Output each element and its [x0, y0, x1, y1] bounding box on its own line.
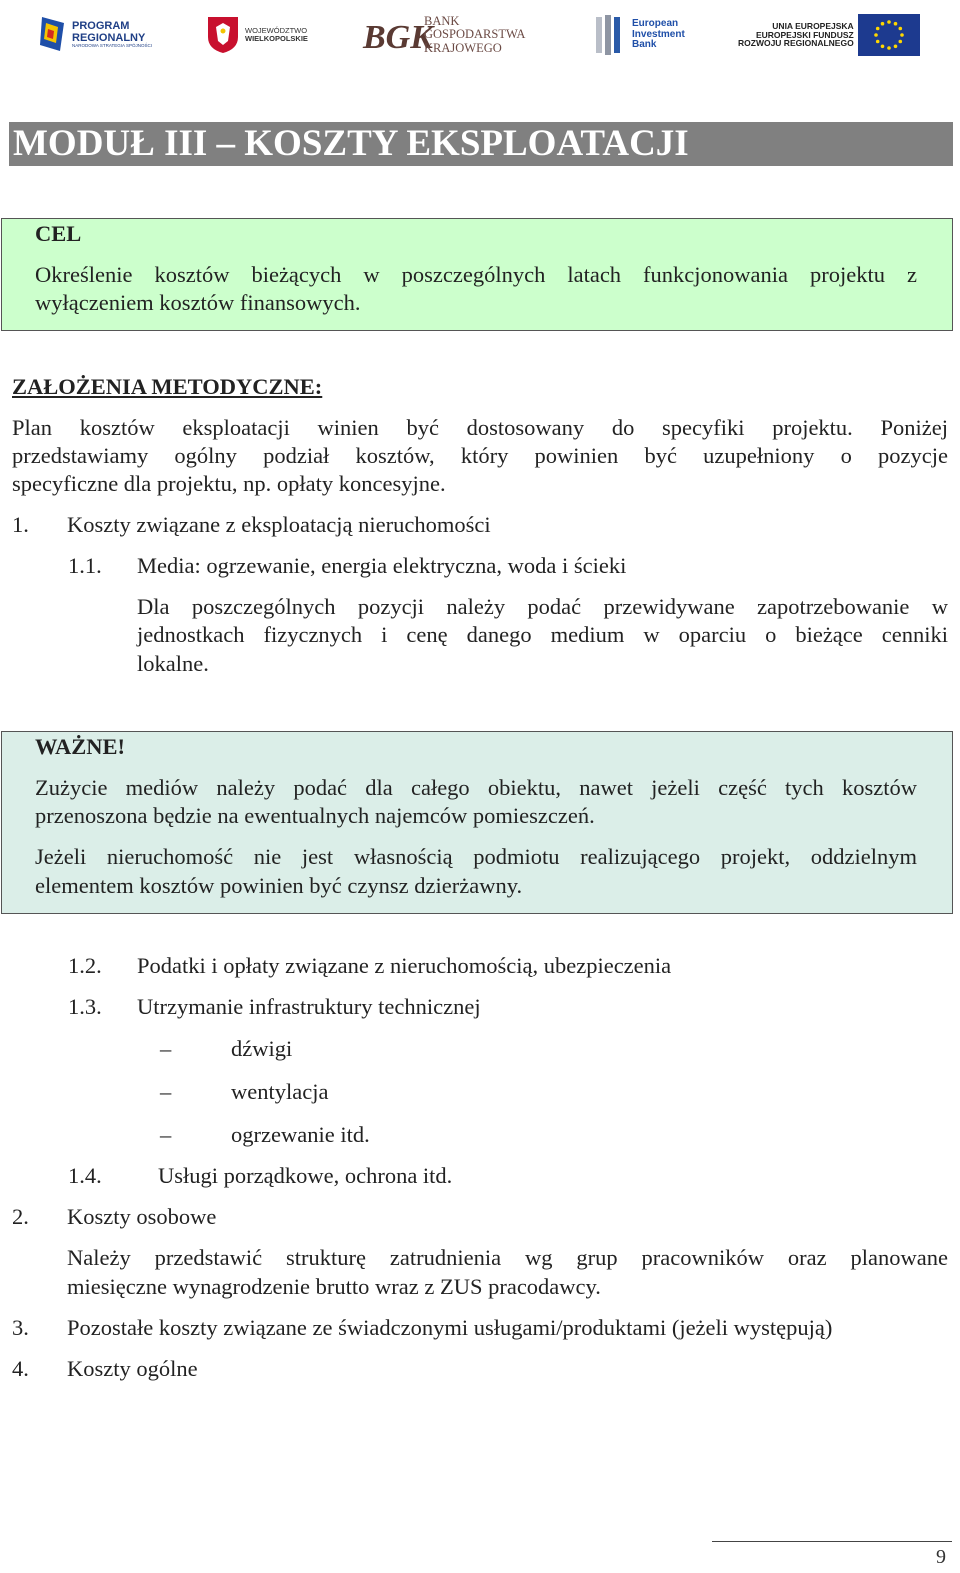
- item-4-number: 4.: [12, 1356, 29, 1381]
- sub-item-3-text: ogrzewanie itd.: [231, 1122, 370, 1147]
- page-number: 9: [936, 1546, 946, 1568]
- item-3-text: Pozostałe koszty związane ze świadczonymi usługami/produktami (jeżeli występują): [67, 1315, 833, 1340]
- item-1-4-text: Usługi porządkowe, ochrona itd.: [158, 1163, 453, 1188]
- program-regionalny-line1: PROGRAM: [72, 20, 130, 33]
- ue-logo: [738, 10, 920, 60]
- item-1-1-text: Media: ogrzewanie, energia elektryczna, woda i ścieki: [137, 553, 627, 578]
- sub-item-2-dash: –: [160, 1079, 172, 1104]
- bgk-line1: BANK: [424, 14, 460, 29]
- sub-item-3-dash: –: [160, 1122, 172, 1147]
- program-regionalny-icon: [38, 15, 68, 55]
- footer-rule: [712, 1541, 952, 1542]
- eib-line3: Bank: [632, 39, 657, 51]
- item-2-desc-2: miesięczne wynagrodzenie brutto wraz z ZUS pracodawcy.: [67, 1274, 601, 1299]
- zalozenia-heading: ZAŁOŻENIA METODYCZNE:: [12, 374, 323, 399]
- program-regionalny-logo: [38, 10, 152, 60]
- bgk-monogram-icon: [362, 12, 433, 58]
- zalozenia-line-2: przedstawiamy ogólny podział kosztów, który powinien być uzupełniony o pozycje: [12, 443, 948, 468]
- item-1-1-desc-1: Dla poszczególnych pozycji należy podać przewidywane zapotrzebowanie w: [137, 594, 948, 619]
- svg-text:BGK: BGK: [363, 19, 433, 56]
- item-1-number: 1.: [12, 512, 29, 537]
- item-2-desc-1: Należy przedstawić strukturę zatrudnienia wg grup pracowników oraz planowane: [67, 1245, 948, 1270]
- ue-line1: UNIA EUROPEJSKA: [772, 20, 854, 31]
- ue-line2: EUROPEJSKI FUNDUSZ: [755, 29, 854, 40]
- cel-line-1: Określenie kosztów bieżących w poszczególnych latach funkcjonowania projektu z: [35, 262, 917, 287]
- eib-bars-icon: [594, 13, 628, 57]
- eu-flag-icon: [858, 14, 920, 56]
- bgk-line3: KRAJOWEGO: [424, 40, 502, 55]
- item-1-2-text: Podatki i opłaty związane z nieruchomością, ubezpieczenia: [137, 953, 672, 978]
- program-regionalny-line3: NARODOWA STRATEGIA SPÓJNOŚCI: [72, 43, 153, 49]
- item-2-text: Koszty osobowe: [67, 1204, 217, 1229]
- ue-line3: ROZWOJU REGIONALNEGO: [738, 38, 854, 49]
- wazne-p2-line-2: elementem kosztów powinien być czynsz dzierżawny.: [35, 873, 523, 898]
- item-1-2-number: 1.2.: [68, 953, 102, 978]
- cel-heading: CEL: [35, 221, 82, 246]
- item-4-text: Koszty ogólne: [67, 1356, 198, 1381]
- item-2-number: 2.: [12, 1204, 29, 1229]
- item-1-1-desc-2: jednostkach fizycznych i cenę danego medium w oparciu o bieżące cenniki: [137, 622, 948, 647]
- item-3-number: 3.: [12, 1315, 29, 1340]
- wazne-p1-line-2: przenoszona będzie na ewentualnych najemców pomieszczeń.: [35, 803, 595, 828]
- item-1-text: Koszty związane z eksploatacją nieruchomości: [67, 512, 491, 537]
- wazne-heading: WAŻNE!: [35, 734, 126, 759]
- cel-line-2: wyłączeniem kosztów finansowych.: [35, 290, 361, 315]
- sub-item-1-dash: –: [160, 1036, 172, 1061]
- item-1-1-desc-3: lokalne.: [137, 651, 209, 676]
- sub-item-1-text: dźwigi: [231, 1036, 293, 1061]
- eib-logo: [594, 10, 685, 60]
- item-1-3-text: Utrzymanie infrastruktury technicznej: [137, 994, 481, 1019]
- logo-bar: [0, 0, 960, 70]
- zalozenia-line-3: specyficzne dla projektu, np. opłaty koncesyjne.: [12, 471, 446, 496]
- program-regionalny-line2: REGIONALNY: [72, 31, 146, 44]
- wazne-p2-line-1: Jeżeli nieruchomość nie jest własnością podmiotu realizującego projekt, oddzielnym: [35, 844, 917, 869]
- eib-line2: Investment: [632, 28, 685, 40]
- wojewodztwo-line2: WIELKOPOLSKIE: [245, 34, 308, 43]
- coat-of-arms-icon: [206, 15, 240, 55]
- module-title: MODUŁ III – KOSZTY EKSPLOATACJI: [9, 122, 953, 166]
- sub-item-2-text: wentylacja: [231, 1079, 329, 1104]
- item-1-3-number: 1.3.: [68, 994, 102, 1019]
- eib-line1: European: [632, 18, 679, 30]
- zalozenia-line-1: Plan kosztów eksploatacji winien być dostosowany do specyfiki projektu. Poniżej: [12, 415, 948, 440]
- wojewodztwo-line1: WOJEWÓDZTWO: [245, 26, 308, 36]
- bgk-logo: [362, 10, 525, 60]
- item-1-4-number: 1.4.: [68, 1163, 102, 1188]
- item-1-1-number: 1.1.: [68, 553, 102, 578]
- wazne-p1-line-1: Zużycie mediów należy podać dla całego obiektu, nawet jeżeli część tych kosztów: [35, 775, 917, 800]
- wojewodztwo-logo: [206, 10, 308, 60]
- bgk-line2: GOSPODARSTWA: [424, 27, 526, 42]
